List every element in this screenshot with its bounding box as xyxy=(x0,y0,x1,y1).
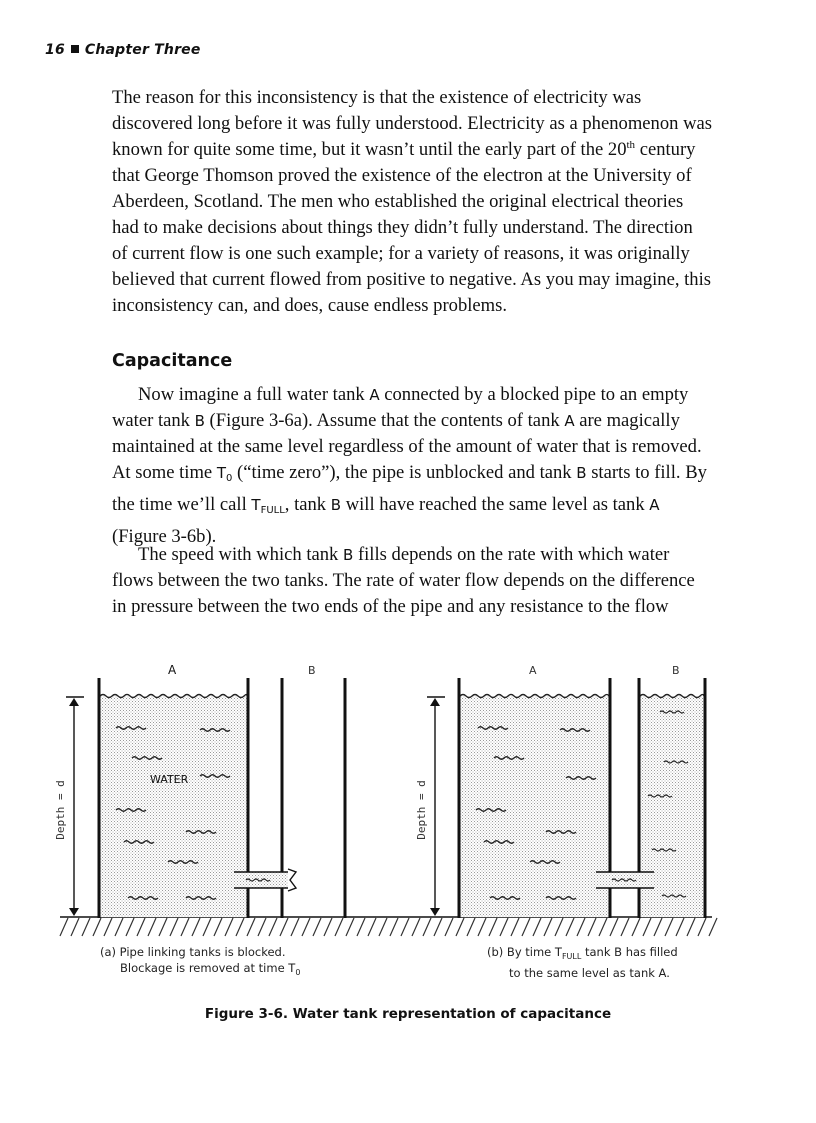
hatch-stroke xyxy=(522,918,530,936)
hatch-stroke xyxy=(676,918,684,936)
tank-b-label: B xyxy=(308,664,316,677)
hatch-stroke xyxy=(511,918,519,936)
hatch-stroke xyxy=(368,918,376,936)
caption-a: (a) Pipe linking tanks is blocked. Blockage is removed at time $T_0$ xyxy=(100,945,301,977)
ground-hatching xyxy=(60,918,717,936)
water-tank-diagram xyxy=(0,650,816,940)
hatch-stroke xyxy=(357,918,365,936)
hatch-stroke xyxy=(566,918,574,936)
hatch-stroke xyxy=(60,918,68,936)
paragraph-2 xyxy=(112,382,712,550)
hatch-stroke xyxy=(71,918,79,936)
hatch-stroke xyxy=(159,918,167,936)
hatch-stroke xyxy=(588,918,596,936)
hatch-stroke xyxy=(643,918,651,936)
hatch-stroke xyxy=(610,918,618,936)
hatch-stroke xyxy=(665,918,673,936)
hatch-stroke xyxy=(434,918,442,936)
tank-a-water-b xyxy=(460,696,609,917)
hatch-stroke xyxy=(214,918,222,936)
hatch-stroke xyxy=(82,918,90,936)
tank-a-ref: A xyxy=(369,386,380,404)
paragraph-3 xyxy=(112,542,712,620)
tank-b-ref: B xyxy=(194,412,205,430)
hatch-stroke xyxy=(379,918,387,936)
diagram-a xyxy=(54,663,345,918)
hatch-stroke xyxy=(654,918,662,936)
hatch-stroke xyxy=(489,918,497,936)
hatch-stroke xyxy=(335,918,343,936)
depth-label-a: Depth = d xyxy=(54,780,67,840)
hatch-stroke xyxy=(258,918,266,936)
water-label: WATER xyxy=(150,773,189,786)
hatch-stroke xyxy=(324,918,332,936)
hatch-stroke xyxy=(302,918,310,936)
open-pipe xyxy=(596,872,654,888)
tank-b-label-b: B xyxy=(672,664,680,677)
hatch-stroke xyxy=(115,918,123,936)
hatch-stroke xyxy=(346,918,354,936)
hatch-stroke xyxy=(291,918,299,936)
page-number: 16 xyxy=(45,42,65,58)
tank-a-label: A xyxy=(168,663,177,677)
hatch-stroke xyxy=(467,918,475,936)
section-heading: Capacitance xyxy=(112,351,233,371)
hatch-stroke xyxy=(500,918,508,936)
paragraph-1-text: The reason for this inconsistency is that the existence of electricity was discovered long before it was fully understood. Electricity as a phenomenon was known for quite some time, but it wasn’t until the early part of the 20th century that George Thomson proved the existence of the electron at the University of Aberdeen, Scotland. The men who established the original electrical theories had to make decisions about things they didn’t fully understand. The direction of current flow is one such example; for a variety of reasons, it was originally believed that current flowed from positive to negative. As you may imagine, this inconsistency can, and does, cause endless problems. xyxy=(112,87,712,316)
separator-square-icon xyxy=(71,45,79,53)
hatch-stroke xyxy=(137,918,145,936)
chapter-title: Chapter Three xyxy=(84,42,201,58)
hatch-stroke xyxy=(104,918,112,936)
hatch-stroke xyxy=(280,918,288,936)
paragraph-1 xyxy=(112,85,712,319)
hatch-stroke xyxy=(313,918,321,936)
figure-title: Figure 3-6. Water tank representation of capacitance xyxy=(204,1006,612,1022)
running-head xyxy=(45,42,201,58)
hatch-stroke xyxy=(247,918,255,936)
hatch-stroke xyxy=(533,918,541,936)
hatch-stroke xyxy=(170,918,178,936)
hatch-stroke xyxy=(445,918,453,936)
caption-b: (b) By time $T_{FULL}$ tank B has filled to the same level as tank A. xyxy=(487,945,678,980)
paragraph-2-text: Now imagine a full water tank A connected by a blocked pipe to an empty water tank B (Figure 3-6a). Assume that the contents of tank A are magically maintained at the same level regardless of the amount of water that is removed. At some time $T_0$ (“time zero”), the pipe is unblocked and tank B starts to fill. By the time we’ll call $T_{FULL}$, tank B will have reached the same level as tank A (Figure 3-6b). xyxy=(112,384,707,547)
hatch-stroke xyxy=(93,918,101,936)
hatch-stroke xyxy=(390,918,398,936)
paragraph-3-text: The speed with which tank B fills depends on the rate with which water flows between the two tanks. The rate of water flow depends on the difference in pressure between the two ends of the pipe and any resistance to the flow xyxy=(112,544,695,617)
hatch-stroke xyxy=(456,918,464,936)
hatch-stroke xyxy=(621,918,629,936)
blocked-pipe xyxy=(234,869,296,891)
hatch-stroke xyxy=(401,918,409,936)
diagram-b xyxy=(415,664,705,918)
hatch-stroke xyxy=(632,918,640,936)
hatch-stroke xyxy=(478,918,486,936)
hatch-stroke xyxy=(599,918,607,936)
hatch-stroke xyxy=(698,918,706,936)
hatch-stroke xyxy=(236,918,244,936)
hatch-stroke xyxy=(126,918,134,936)
tank-a-label-b: A xyxy=(529,664,537,677)
hatch-stroke xyxy=(423,918,431,936)
hatch-stroke xyxy=(412,918,420,936)
figure-3-6 xyxy=(0,650,816,945)
hatch-stroke xyxy=(544,918,552,936)
hatch-stroke xyxy=(203,918,211,936)
hatch-stroke xyxy=(577,918,585,936)
hatch-stroke xyxy=(148,918,156,936)
hatch-stroke xyxy=(269,918,277,936)
hatch-stroke xyxy=(225,918,233,936)
hatch-stroke xyxy=(687,918,695,936)
hatch-stroke xyxy=(555,918,563,936)
hatch-stroke xyxy=(709,918,717,936)
hatch-stroke xyxy=(181,918,189,936)
depth-label-b: Depth = d xyxy=(415,780,428,840)
hatch-stroke xyxy=(192,918,200,936)
